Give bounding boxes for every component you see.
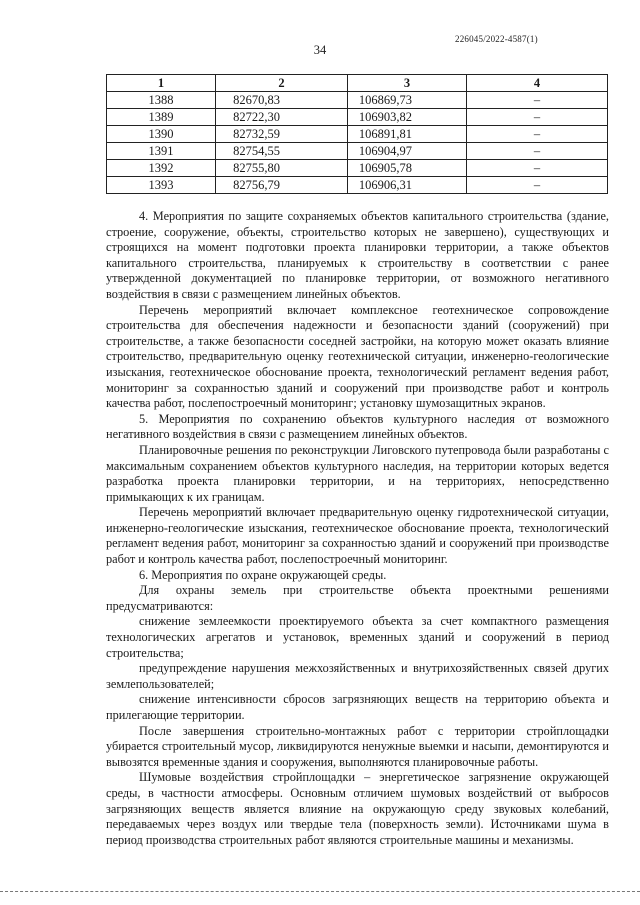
x-coordinate-cell: 82755,80 bbox=[216, 160, 348, 177]
document-id: 226045/2022-4587(1) bbox=[455, 34, 538, 44]
table-row bbox=[107, 177, 608, 194]
paragraph: Планировочные решения по реконструкции Лиговского путепровода были разработаны с максимальным сохранением объектов культурного наследия, на территории которых ведется разработка проекта планировки территории, и на территориях, непосредственно примыкающих к их границам. bbox=[106, 442, 609, 504]
table-header-cell: 1 bbox=[107, 75, 216, 92]
x-coordinate-cell: 82756,79 bbox=[216, 177, 348, 194]
y-coordinate-cell: 106906,31 bbox=[348, 177, 467, 194]
point-number-cell: 1388 bbox=[107, 92, 216, 109]
table-row bbox=[107, 126, 608, 143]
point-number-cell: 1389 bbox=[107, 109, 216, 126]
x-coordinate-cell: 82754,55 bbox=[216, 143, 348, 160]
note-cell: – bbox=[467, 143, 608, 160]
page-bottom-border bbox=[0, 891, 640, 892]
x-coordinate-cell: 82732,59 bbox=[216, 126, 348, 143]
paragraph: Для охраны земель при строительстве объекта проектными решениями предусматриваются: bbox=[106, 583, 609, 613]
paragraph: Шумовые воздействия стройплощадки – энергетическое загрязнение окружающей среды, в частности атмосферы. Основным отличием шумовых воздействий от выбросов загрязняющих веществ является влияние на окружающую среду звуковых колебаний, передаваемых через воздух или твердые тела (поверхность земли). Источниками шума в период производства строительных работ являются строительные машины и механизмы. bbox=[106, 770, 609, 847]
note-cell: – bbox=[467, 126, 608, 143]
point-number-cell: 1393 bbox=[107, 177, 216, 194]
y-coordinate-cell: 106905,78 bbox=[348, 160, 467, 177]
table-header-cell: 2 bbox=[216, 75, 348, 92]
paragraph: 4. Мероприятия по защите сохраняемых объектов капитального строительства (здание, строение, сооружение, объекты, строительство которых не завершено), существующих и строящихся на момент подготовки проекта планировки территории, а также объектов капитального строительства, планируемых к строительству в соответствии с ранее утвержденной документацией по планировке территории, от возможного негативного воздействия в связи с размещением линейных объектов. bbox=[106, 209, 609, 301]
table-header-row bbox=[107, 75, 608, 92]
paragraph: 5. Мероприятия по сохранению объектов культурного наследия от возможного негативного воздействия в связи с размещением линейных объектов. bbox=[106, 411, 609, 442]
document-body bbox=[106, 209, 609, 848]
y-coordinate-cell: 106891,81 bbox=[348, 126, 467, 143]
y-coordinate-cell: 106869,73 bbox=[348, 92, 467, 109]
coordinates-table bbox=[106, 74, 608, 194]
paragraph: снижение землеемкости проектируемого объекта за счет компактного размещения технологических агрегатов и установок, временных зданий и сооружений в период строительства; bbox=[106, 614, 609, 660]
point-number-cell: 1390 bbox=[107, 126, 216, 143]
table-header-cell: 4 bbox=[467, 75, 608, 92]
table-header-cell: 3 bbox=[348, 75, 467, 92]
paragraph: Перечень мероприятий включает комплексное геотехническое сопровождение строительства для обеспечения надежности и безопасности зданий (сооружений) при строительстве, а также безопасности соседней застройки, на которую может оказать влияние строительство, предварительную оценку геотехнической ситуации, инженерно-геологические изыскания, геотехническое обоснование проекта, технологический регламент ведения работ, мониторинг за сохранностью зданий и сооружений при производстве работ и контроль качества работ, послепостроечный мониторинг; установку шумозащитных экранов. bbox=[106, 302, 609, 411]
table-row bbox=[107, 109, 608, 126]
paragraph: После завершения строительно-монтажных работ с территории стройплощадки убирается строительный мусор, ликвидируются ненужные выемки и насыпи, демонтируются и вывозятся временные здания и сооружения, выполняются планировочные работы. bbox=[106, 723, 609, 769]
point-number-cell: 1392 bbox=[107, 160, 216, 177]
table-row bbox=[107, 92, 608, 109]
point-number-cell: 1391 bbox=[107, 143, 216, 160]
page-number: 34 bbox=[313, 43, 327, 57]
paragraph: снижение интенсивности сбросов загрязняющих веществ на территорию объекта и прилегающие территории. bbox=[106, 692, 609, 722]
table-row bbox=[107, 143, 608, 160]
note-cell: – bbox=[467, 160, 608, 177]
note-cell: – bbox=[467, 177, 608, 194]
table-row bbox=[107, 160, 608, 177]
y-coordinate-cell: 106904,97 bbox=[348, 143, 467, 160]
note-cell: – bbox=[467, 109, 608, 126]
paragraph: 6. Мероприятия по охране окружающей среды. bbox=[139, 567, 387, 582]
y-coordinate-cell: 106903,82 bbox=[348, 109, 467, 126]
paragraph: Перечень мероприятий включает предварительную оценку гидротехнической ситуации, инженерно-геологические изыскания, геотехническое обоснование проекта, технологический регламент ведения работ, мониторинг за сохранностью зданий и сооружений при производстве работ и контроль качества работ, послепостроечный мониторинг. bbox=[106, 505, 609, 567]
paragraph: предупреждение нарушения межхозяйственных и внутрихозяйственных связей других землепользователей; bbox=[106, 661, 609, 691]
note-cell: – bbox=[467, 92, 608, 109]
x-coordinate-cell: 82722,30 bbox=[216, 109, 348, 126]
x-coordinate-cell: 82670,83 bbox=[216, 92, 348, 109]
